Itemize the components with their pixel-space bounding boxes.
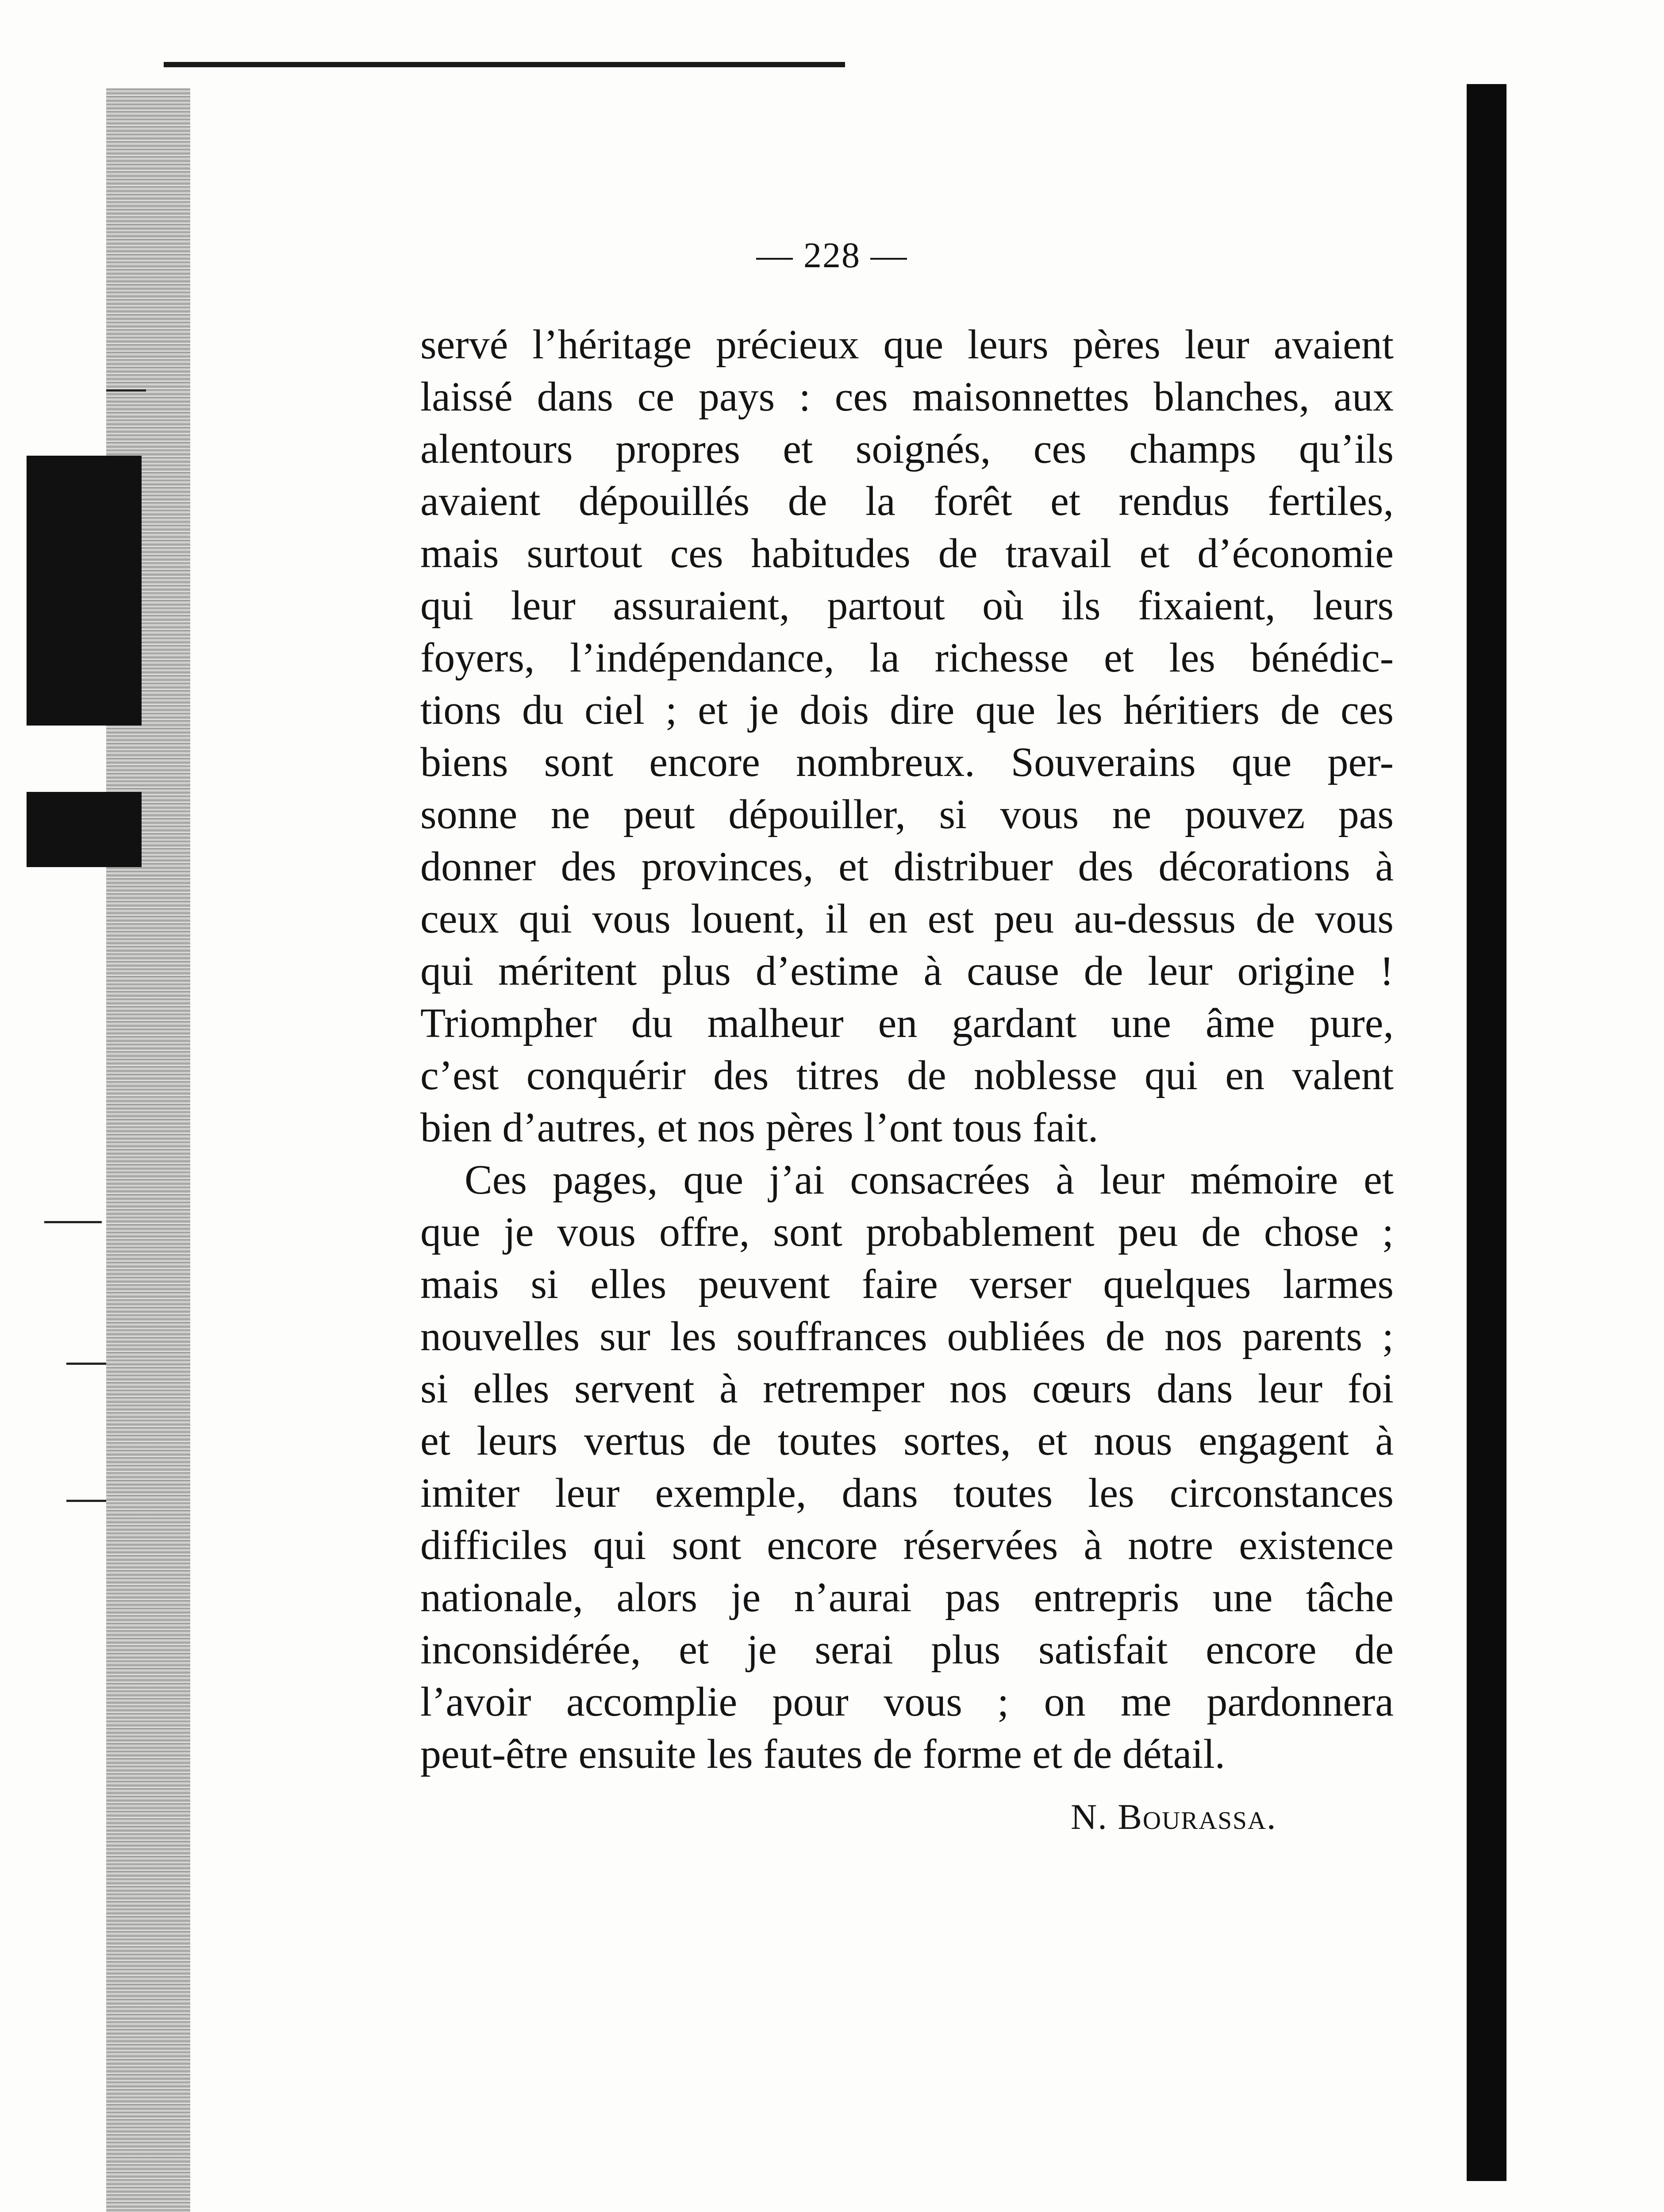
top-rule	[164, 62, 845, 67]
text-line: nouvelles sur les souffrances oubliées de nos parents ;	[420, 1313, 1394, 1359]
text-line: difficiles qui sont encore réservées à notre existence	[420, 1522, 1394, 1568]
left-scan-block-lower	[27, 792, 142, 867]
edge-tick	[66, 1500, 106, 1502]
left-scan-edge	[106, 88, 190, 2212]
text-line: mais si elles peuvent faire verser quelques larmes	[420, 1261, 1394, 1307]
text-line: biens sont encore nombreux. Souverains que per-	[420, 739, 1394, 785]
text-line: si elles servent à retremper nos cœurs dans leur foi	[420, 1366, 1394, 1412]
paragraph	[420, 319, 1394, 1154]
text-line: qui leur assuraient, partout où ils fixaient, leurs	[420, 583, 1394, 629]
text-line: avaient dépouillés de la forêt et rendus fertiles,	[420, 478, 1394, 524]
edge-tick	[66, 1363, 106, 1365]
page-number: — 228 —	[756, 235, 908, 275]
text-line: nationale, alors je n’aurai pas entrepris une tâche	[420, 1575, 1394, 1621]
text-line: imiter leur exemple, dans toutes les circonstances	[420, 1470, 1394, 1516]
text-line: bien d’autres, et nos pères l’ont tous fait.	[420, 1105, 1099, 1151]
text-line: mais surtout ces habitudes de travail et d’économie	[420, 530, 1394, 576]
text-line: foyers, l’indépendance, la richesse et les bénédic-	[420, 635, 1394, 681]
text-line: inconsidérée, et je serai plus satisfait encore de	[420, 1627, 1394, 1673]
text-line: c’est conquérir des titres de noblesse qui en valent	[420, 1052, 1394, 1098]
text-line: l’avoir accomplie pour vous ; on me pardonnera	[420, 1679, 1394, 1725]
left-scan-block-upper	[27, 456, 142, 726]
signature: N. Bourassa.	[1071, 1797, 1277, 1837]
text-line: alentours propres et soignés, ces champs qu’ils	[420, 426, 1394, 472]
right-scan-border	[1467, 84, 1506, 2181]
text-line: et leurs vertus de toutes sortes, et nous engagent à	[420, 1418, 1394, 1464]
text-line: Ces pages, que j’ai consacrées à leur mémoire et	[465, 1157, 1394, 1203]
text-line: tions du ciel ; et je dois dire que les héritiers de ces	[420, 687, 1394, 733]
text-line: peut-être ensuite les fautes de forme et de détail.	[420, 1731, 1226, 1777]
paragraph	[420, 1154, 1394, 1780]
edge-tick	[44, 1221, 102, 1223]
body-text	[420, 319, 1394, 1780]
text-line: donner des provinces, et distribuer des décorations à	[420, 844, 1394, 890]
text-line: qui méritent plus d’estime à cause de leur origine !	[420, 948, 1394, 994]
text-line: sonne ne peut dépouiller, si vous ne pouvez pas	[420, 791, 1394, 837]
text-line: laissé dans ce pays : ces maisonnettes blanches, aux	[420, 374, 1394, 420]
edge-tick	[106, 389, 146, 392]
text-line: que je vous offre, sont probablement peu de chose ;	[420, 1209, 1394, 1255]
text-line: servé l’héritage précieux que leurs pères leur avaient	[420, 322, 1394, 368]
text-line: ceux qui vous louent, il en est peu au-dessus de vous	[420, 896, 1394, 942]
text-line: Triompher du malheur en gardant une âme pure,	[420, 1000, 1394, 1046]
